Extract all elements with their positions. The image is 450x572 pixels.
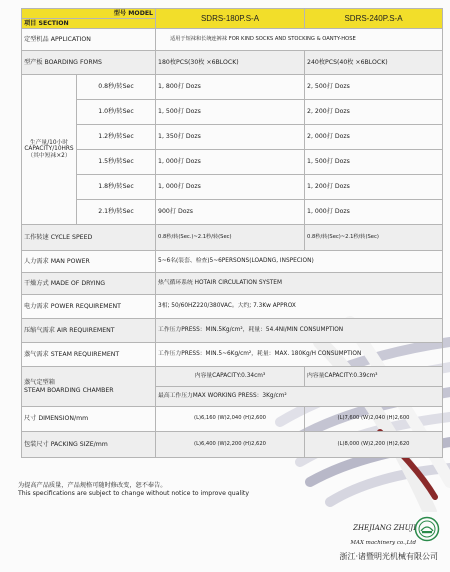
capacity-label-en: CAPACITY/10HRS	[24, 146, 74, 153]
company-brand	[284, 506, 444, 566]
boarding-forms-a: 180枚PCS(30枚 ×6BLOCK)	[156, 51, 305, 75]
boarding-forms-label: 型产板 BOARDING FORMS	[22, 51, 156, 75]
footer-note-en: This specifications are subject to change without notice to improve quality	[18, 490, 250, 498]
cycle-speed-a: 0.8秒/转(Sec.)~2.1秒/转(Sec)	[156, 225, 305, 251]
capacity-a: 1, 000打 Dozs	[156, 150, 305, 175]
packing-label: 包装尺寸 PACKING SIZE/mm	[22, 432, 156, 458]
capacity-label	[22, 75, 77, 225]
capacity-speed: 1.8秒/转Sec	[77, 175, 156, 200]
cycle-speed-label: 工作转速 CYCLE SPEED	[22, 225, 156, 251]
power-value: 3相; 50/60HZ220/380VAC。大约; 7.3Kw APPROX	[156, 295, 443, 319]
steam-label: 蒸气需求 STEAM REQUIREMENT	[22, 343, 156, 367]
capacity-speed: 1.2秒/转Sec	[77, 125, 156, 150]
capacity-speed: 2.1秒/转Sec	[77, 200, 156, 225]
application-value: 适用于短袜和长统连裤袜 FOR KIND SOCKS AND STOCKING & OANTY-HOSE	[156, 29, 443, 51]
capacity-b: 2, 200打 Dozs	[305, 100, 443, 125]
capacity-speed: 1.5秒/转Sec	[77, 150, 156, 175]
packing-b: (L)8,000 (W)2,200 (H)2,620	[305, 432, 443, 458]
capacity-b: 1, 500打 Dozs	[305, 150, 443, 175]
dimension-label: 尺寸 DIMENSION/mm	[22, 407, 156, 432]
company-name-cn: 浙江·诸暨明光机械有限公司	[339, 552, 438, 561]
capacity-a: 1, 500打 Dozs	[156, 100, 305, 125]
model-a-name: SDRS-180P.S-A	[156, 9, 305, 29]
dimension-a: (L)6,160 (W)2,040 (H)2,600	[156, 407, 305, 432]
chamber-pressure: 最高工作压力MAX WORKING PRESS：3Kg/cm²	[156, 387, 443, 407]
footer-note	[18, 482, 318, 499]
capacity-b: 1, 000打 Dozs	[305, 200, 443, 225]
capacity-a: 1, 000打 Dozs	[156, 175, 305, 200]
power-label: 电力需求 POWER REQUIREMENT	[22, 295, 156, 319]
steam-value: 工作压力PRESS：MIN.5~6Kg/cm²，耗量：MAX. 180Kg/H CONSUMPTION	[156, 343, 443, 367]
chamber-label-cn: 蒸气定型箱	[24, 379, 55, 387]
man-power-label: 人力需求 MAN POWER	[22, 251, 156, 273]
packing-a: (L)6,400 (W)2,200 (H)2,620	[156, 432, 305, 458]
air-value: 工作压力PRESS：MIN.5Kg/cm²，耗量：54.4Nl/MIN CONSUMPTION	[156, 319, 443, 343]
company-logo-icon	[414, 516, 440, 542]
capacity-speed: 0.8秒/转Sec	[77, 75, 156, 100]
capacity-a: 900打 Dozs	[156, 200, 305, 225]
dimension-b: (L)7,600 (W)2,040 (H)2,600	[305, 407, 443, 432]
model-b-name: SDRS-240P.S-A	[305, 9, 443, 29]
footer-note-cn: 为提高产品质量，产品规格可随时修改变，恕不奉告。	[18, 482, 167, 489]
air-label: 压缩气需求 AIR REQUIREMENT	[22, 319, 156, 343]
chamber-capacity-a: 内容量CAPACITY:0.34cm³	[156, 367, 305, 387]
cycle-speed-b: 0.8秒/转(Sec)~2.1秒/转(Sec)	[305, 225, 443, 251]
company-name-en-sub: MAX machinery co.,Ltd	[350, 540, 416, 546]
man-power-value: 5~6名(装套、检查)5~6PERSONS(LOADNG, INSPECION)	[156, 251, 443, 273]
capacity-a: 1, 350打 Dozs	[156, 125, 305, 150]
section-header-label: 项目 SECTION	[22, 19, 156, 29]
capacity-b: 1, 200打 Dozs	[305, 175, 443, 200]
spec-table	[21, 8, 443, 458]
chamber-label-en: STEAM BOARDING CHAMBER	[24, 386, 114, 394]
capacity-label-note: （其中短袜×2）	[27, 152, 71, 159]
company-name-en: ZHEJIANG ZHUJI	[353, 524, 416, 532]
capacity-label-cn: 生产量/10小时	[29, 139, 69, 146]
capacity-b: 2, 000打 Dozs	[305, 125, 443, 150]
capacity-speed: 1.0秒/转Sec	[77, 100, 156, 125]
boarding-forms-b: 240枚PCS(40枚 ×6BLOCK)	[305, 51, 443, 75]
model-header-label: 型号 MODEL	[22, 9, 156, 19]
application-label: 定型机品 APPLICATION	[22, 29, 156, 51]
capacity-b: 2, 500打 Dozs	[305, 75, 443, 100]
drying-value: 热气循环系统 HOTAIR CIRCULATION SYSTEM	[156, 273, 443, 295]
chamber-label	[22, 367, 156, 407]
drying-label: 干燥方式 MADE OF DRYING	[22, 273, 156, 295]
capacity-a: 1, 800打 Dozs	[156, 75, 305, 100]
chamber-capacity-b: 内容量CAPACITY:0.39cm³	[305, 367, 443, 387]
